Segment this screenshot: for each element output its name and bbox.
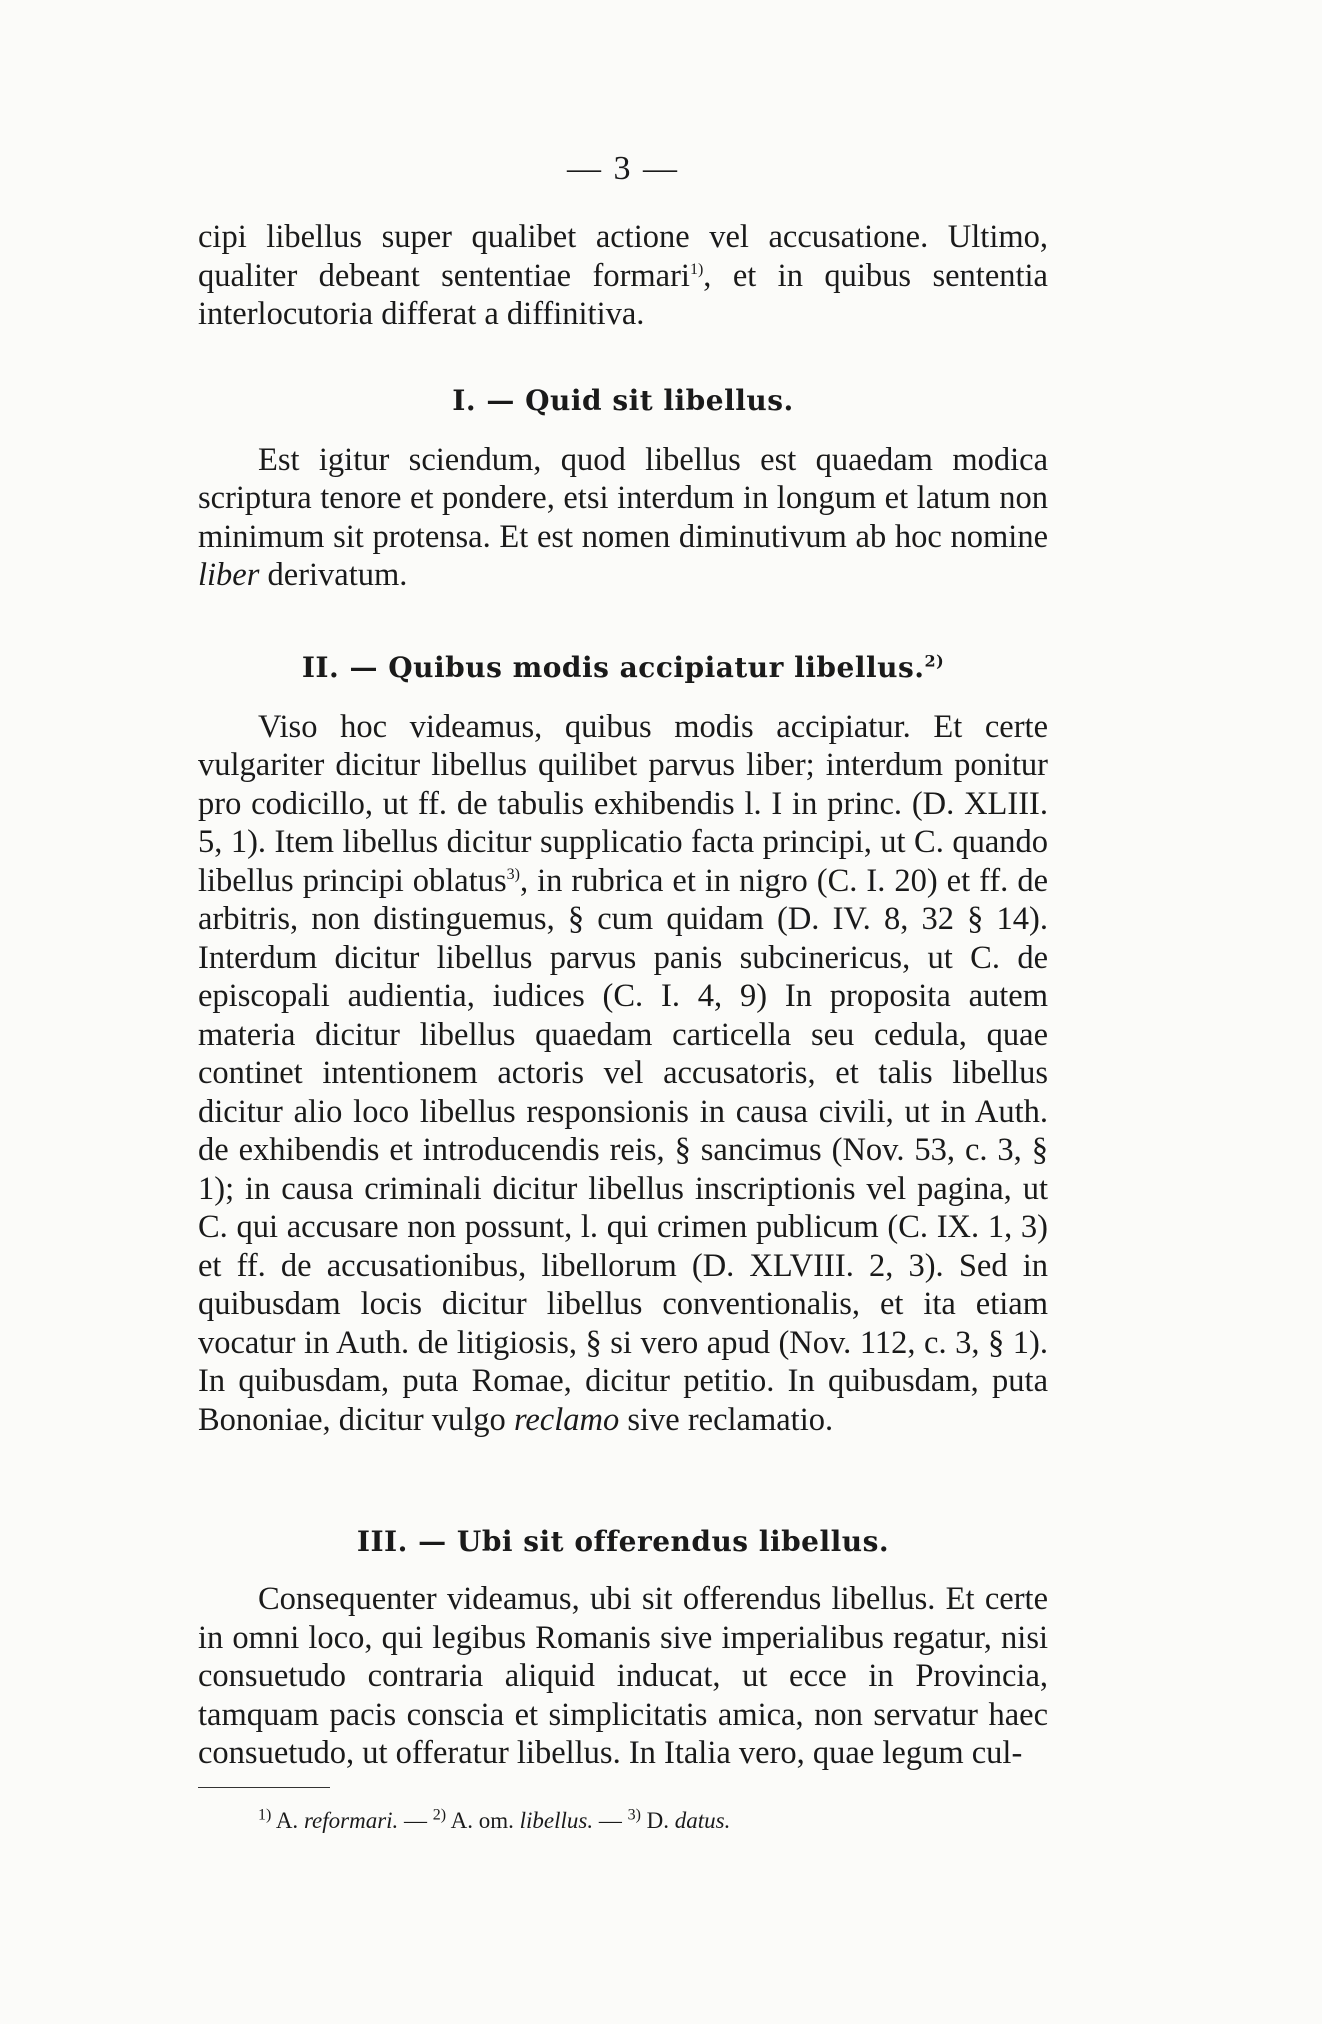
section-heading-3: III. — Ubi sit offerendus libellus. [356,1525,890,1558]
footnote-3-italic: datus. [674,1807,731,1833]
footnote-divider [198,1787,330,1788]
section-heading-2-text: II. — Quibus modis accipiatur libellus. [301,650,925,684]
italic-reclamo: reclamo [513,1401,620,1438]
section-2-text-3: sive reclamatio. [619,1401,834,1438]
section-2-text-1: Viso hoc videamus, quibus modis accipiatur. Et certe vulgariter dicitur libellus quilibet parvus liber; interdum ponitur pro codicillo, ut ff. de tabulis exhibendis l. I in princ. (D. XLIII. 5, 1). Item libellus dicitur supplicatio facta principi, ut C. quando libellus principi oblatus [198,708,1048,899]
footnotes [258,1805,1048,1834]
page-number: — 3 — [567,150,679,187]
footnote-1 [258,1805,433,1833]
footnote-3-prefix: D. [646,1807,670,1833]
section-2-paragraph [198,708,1048,1440]
footnote-3-ref: 3) [627,1805,641,1823]
footnote-ref-1: 1) [689,260,704,278]
intro-text-end: , et in quibus sententia interlocutoria differat a diffinitiva. [198,257,1048,332]
italic-liber: liber [198,557,260,593]
footnote-2 [432,1805,628,1833]
document-page [198,150,1048,1834]
section-heading-2 [198,651,1048,684]
footnote-2-italic: libellus. [519,1807,594,1833]
section-heading-1: I. — Quid sit libellus. [452,383,794,417]
footnote-2-prefix: A. om. [450,1807,514,1833]
footnote-3 [627,1805,731,1833]
footnote-2-sep: — [593,1807,628,1833]
footnote-1-prefix: A. [275,1807,299,1833]
footnote-1-italic: reformari. [303,1807,399,1833]
section-1-paragraph [198,441,1048,595]
intro-paragraph [198,218,1048,334]
section-1-text-end: derivatum. [259,557,408,593]
footnote-1-ref: 1) [258,1805,272,1823]
footnote-2-ref: 2) [432,1805,447,1823]
section-1-text: Est igitur sciendum, quod libellus est quaedam modica scriptura tenore et pondere, etsi interdum in longum et latum non minimum sit protensa. Et est nomen diminutivum ab hoc nomine [198,441,1048,555]
footnote-1-sep: — [398,1807,433,1833]
section-3-paragraph: Consequenter videamus, ubi sit offerendus libellus. Et certe in omni loco, qui legibus Romanis sive imperialibus regatur, nisi consuetudo contraria aliquid inducat, ut ecce in Provincia, tamquam pacis conscia et simplicitatis amica, non servatur haec consuetudo, ut offeratur libellus. In Italia vero, quae legum cul- [198,1581,1048,1771]
intro-text: cipi libellus super qualibet actione vel accusatione. Ultimo, qualiter debeant sententiae formari [198,219,1048,294]
section-2-text-2: , in rubrica et in nigro (C. I. 20) et ff. de arbitris, non distinguemus, § cum quidam (D. IV. 8, 32 § 14). Interdum dicitur libellus parvus panis subcinericus, ut C. de episcopali audientia, iudices (C. I. 4, 9) In proposita autem materia dicitur libellus quaedam carticella seu cedula, quae continet intentionem actoris vel accusatoris, et talis libellus dicitur alio loco libellus responsionis in causa civili, ut in Auth. de exhibendis et introducendis reis, § sancimus (Nov. 53, c. 3, § 1); in causa criminali dicitur libellus inscriptionis vel pagina, ut C. qui accusare non possunt, l. qui crimen publicum (C. IX. 1, 3) et ff. de accusationibus, libellorum (D. XLVIII. 2, 3). Sed in quibusdam locis dicitur libellus conventionalis, et ita etiam vocatur in Auth. de litigiosis, § si vero apud (Nov. 112, c. 3, § 1). In quibusdam, puta Romae, dicitur petitio. In quibusdam, puta Bononiae, dicitur vulgo [198,862,1048,1438]
footnote-ref-2: 2) [924,651,945,671]
footnote-ref-3: 3) [506,865,520,883]
